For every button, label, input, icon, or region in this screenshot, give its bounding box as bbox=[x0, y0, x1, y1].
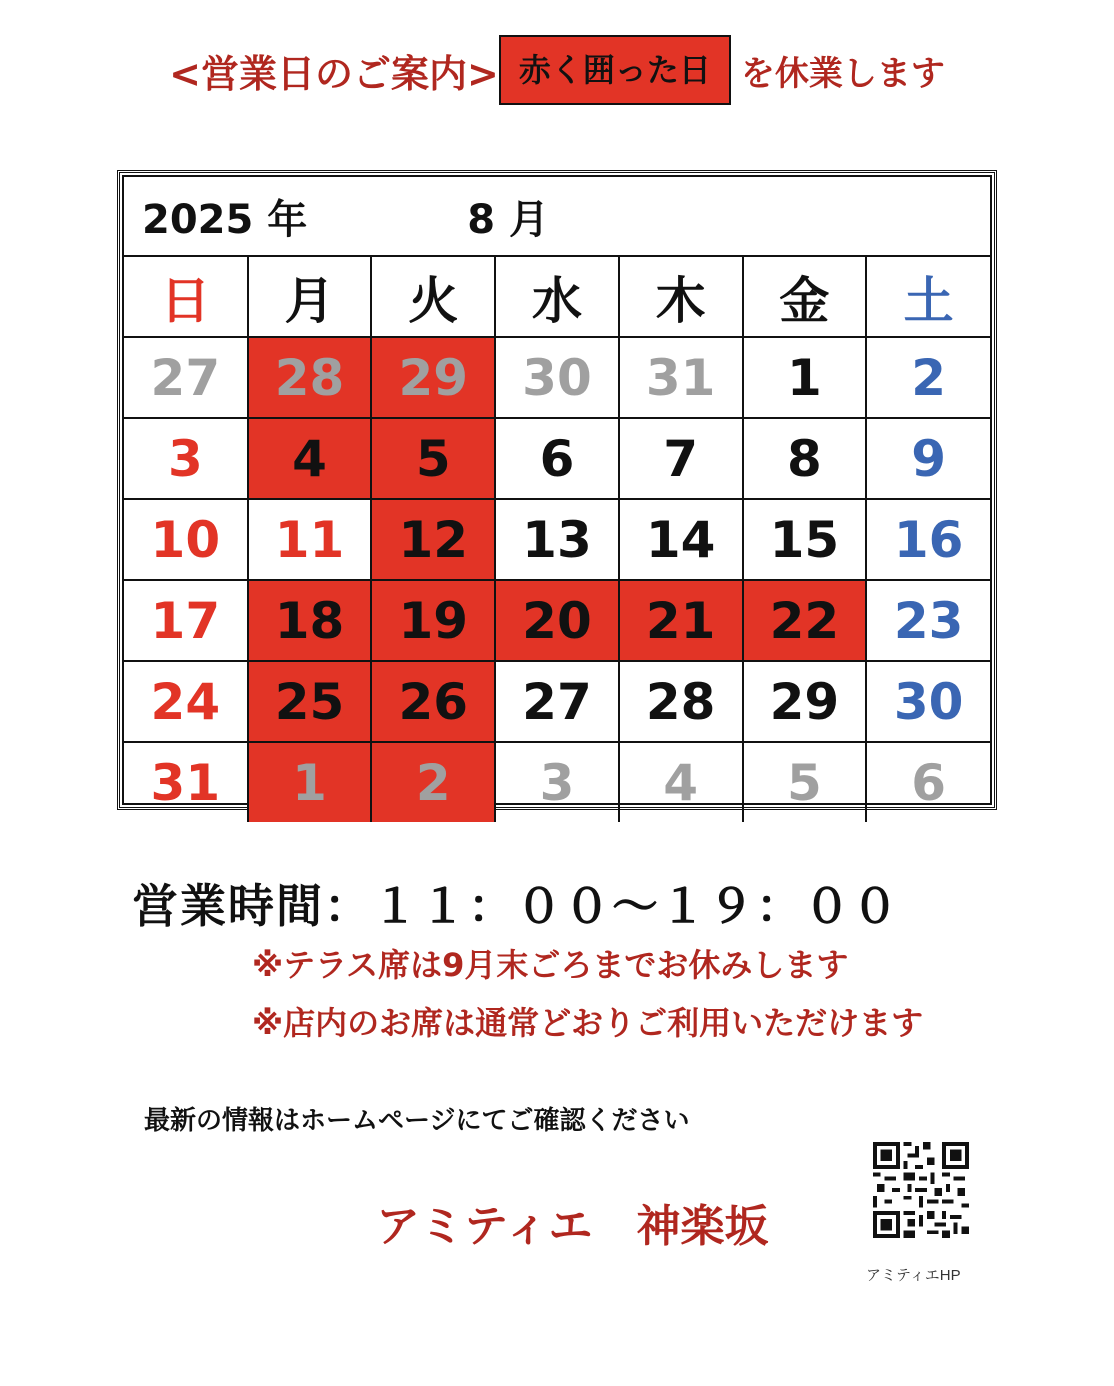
week-row bbox=[124, 337, 990, 418]
day-cell: 16 bbox=[866, 499, 990, 580]
shop-name: アミティエ 神楽坂 bbox=[376, 1201, 769, 1252]
day-cell: 11 bbox=[248, 499, 372, 580]
weekday-sun: 日 bbox=[124, 257, 248, 337]
day-cell-closed: 20 bbox=[495, 580, 619, 661]
weekday-fri: 金 bbox=[743, 257, 867, 337]
day-cell-closed: 26 bbox=[371, 661, 495, 742]
day-cell-closed: 18 bbox=[248, 580, 372, 661]
day-cell: 10 bbox=[124, 499, 248, 580]
day-cell: 24 bbox=[124, 661, 248, 742]
day-cell-closed: 19 bbox=[371, 580, 495, 661]
business-hours: 営業時間：１１：００〜１９：００ bbox=[132, 879, 900, 933]
day-cell: 23 bbox=[866, 580, 990, 661]
weekday-wed: 水 bbox=[495, 257, 619, 337]
day-cell: 13 bbox=[495, 499, 619, 580]
day-cell: 27 bbox=[124, 337, 248, 418]
day-cell: 6 bbox=[495, 418, 619, 499]
weekday-thu: 木 bbox=[619, 257, 743, 337]
calendar-month-header bbox=[124, 177, 990, 257]
qr-code-icon[interactable] bbox=[873, 1142, 969, 1238]
week-row bbox=[124, 499, 990, 580]
day-cell: 7 bbox=[619, 418, 743, 499]
week-row bbox=[124, 418, 990, 499]
day-cell-closed: 22 bbox=[743, 580, 867, 661]
homepage-info: 最新の情報はホームページにてご確認ください bbox=[144, 1106, 690, 1136]
day-cell-closed: 5 bbox=[371, 418, 495, 499]
closure-notice-header bbox=[0, 30, 1114, 110]
day-cell: 29 bbox=[743, 661, 867, 742]
weekday-mon: 月 bbox=[248, 257, 372, 337]
day-cell: 31 bbox=[124, 742, 248, 822]
day-cell-closed: 25 bbox=[248, 661, 372, 742]
day-cell: 17 bbox=[124, 580, 248, 661]
red-box-label: 赤く囲った日 bbox=[499, 35, 731, 105]
day-cell: 6 bbox=[866, 742, 990, 822]
day-cell-closed: 21 bbox=[619, 580, 743, 661]
day-cell: 3 bbox=[124, 418, 248, 499]
day-cell-closed: 1 bbox=[248, 742, 372, 822]
indoor-seating-note: ※店内のお席は通常どおりご利用いただけます bbox=[252, 1004, 924, 1042]
calendar-grid bbox=[124, 257, 990, 822]
notice-suffix: を休業します bbox=[740, 53, 945, 94]
day-cell-closed: 4 bbox=[248, 418, 372, 499]
day-cell-closed: 29 bbox=[371, 337, 495, 418]
week-row bbox=[124, 661, 990, 742]
day-cell: 28 bbox=[619, 661, 743, 742]
day-cell: 27 bbox=[495, 661, 619, 742]
day-cell: 1 bbox=[743, 337, 867, 418]
weekday-tue: 火 bbox=[371, 257, 495, 337]
week-row bbox=[124, 742, 990, 822]
notice-title: <営業日のご案内> bbox=[169, 51, 499, 96]
day-cell: 4 bbox=[619, 742, 743, 822]
week-row bbox=[124, 580, 990, 661]
year-label: 2025 年 bbox=[142, 196, 308, 243]
day-cell: 30 bbox=[495, 337, 619, 418]
day-cell: 31 bbox=[619, 337, 743, 418]
month-label: 8 月 bbox=[467, 196, 550, 243]
qr-caption: アミティエHP bbox=[866, 1267, 961, 1284]
day-cell-closed: 12 bbox=[371, 499, 495, 580]
day-cell: 30 bbox=[866, 661, 990, 742]
day-cell: 8 bbox=[743, 418, 867, 499]
day-cell: 2 bbox=[866, 337, 990, 418]
calendar bbox=[117, 170, 997, 810]
day-cell: 5 bbox=[743, 742, 867, 822]
weekday-sat: 土 bbox=[866, 257, 990, 337]
day-cell: 3 bbox=[495, 742, 619, 822]
day-cell-closed: 28 bbox=[248, 337, 372, 418]
day-cell-closed: 2 bbox=[371, 742, 495, 822]
terrace-note: ※テラス席は9月末ごろまでお休みします bbox=[252, 946, 849, 984]
day-cell: 15 bbox=[743, 499, 867, 580]
day-cell: 14 bbox=[619, 499, 743, 580]
day-cell: 9 bbox=[866, 418, 990, 499]
weekday-row bbox=[124, 257, 990, 337]
